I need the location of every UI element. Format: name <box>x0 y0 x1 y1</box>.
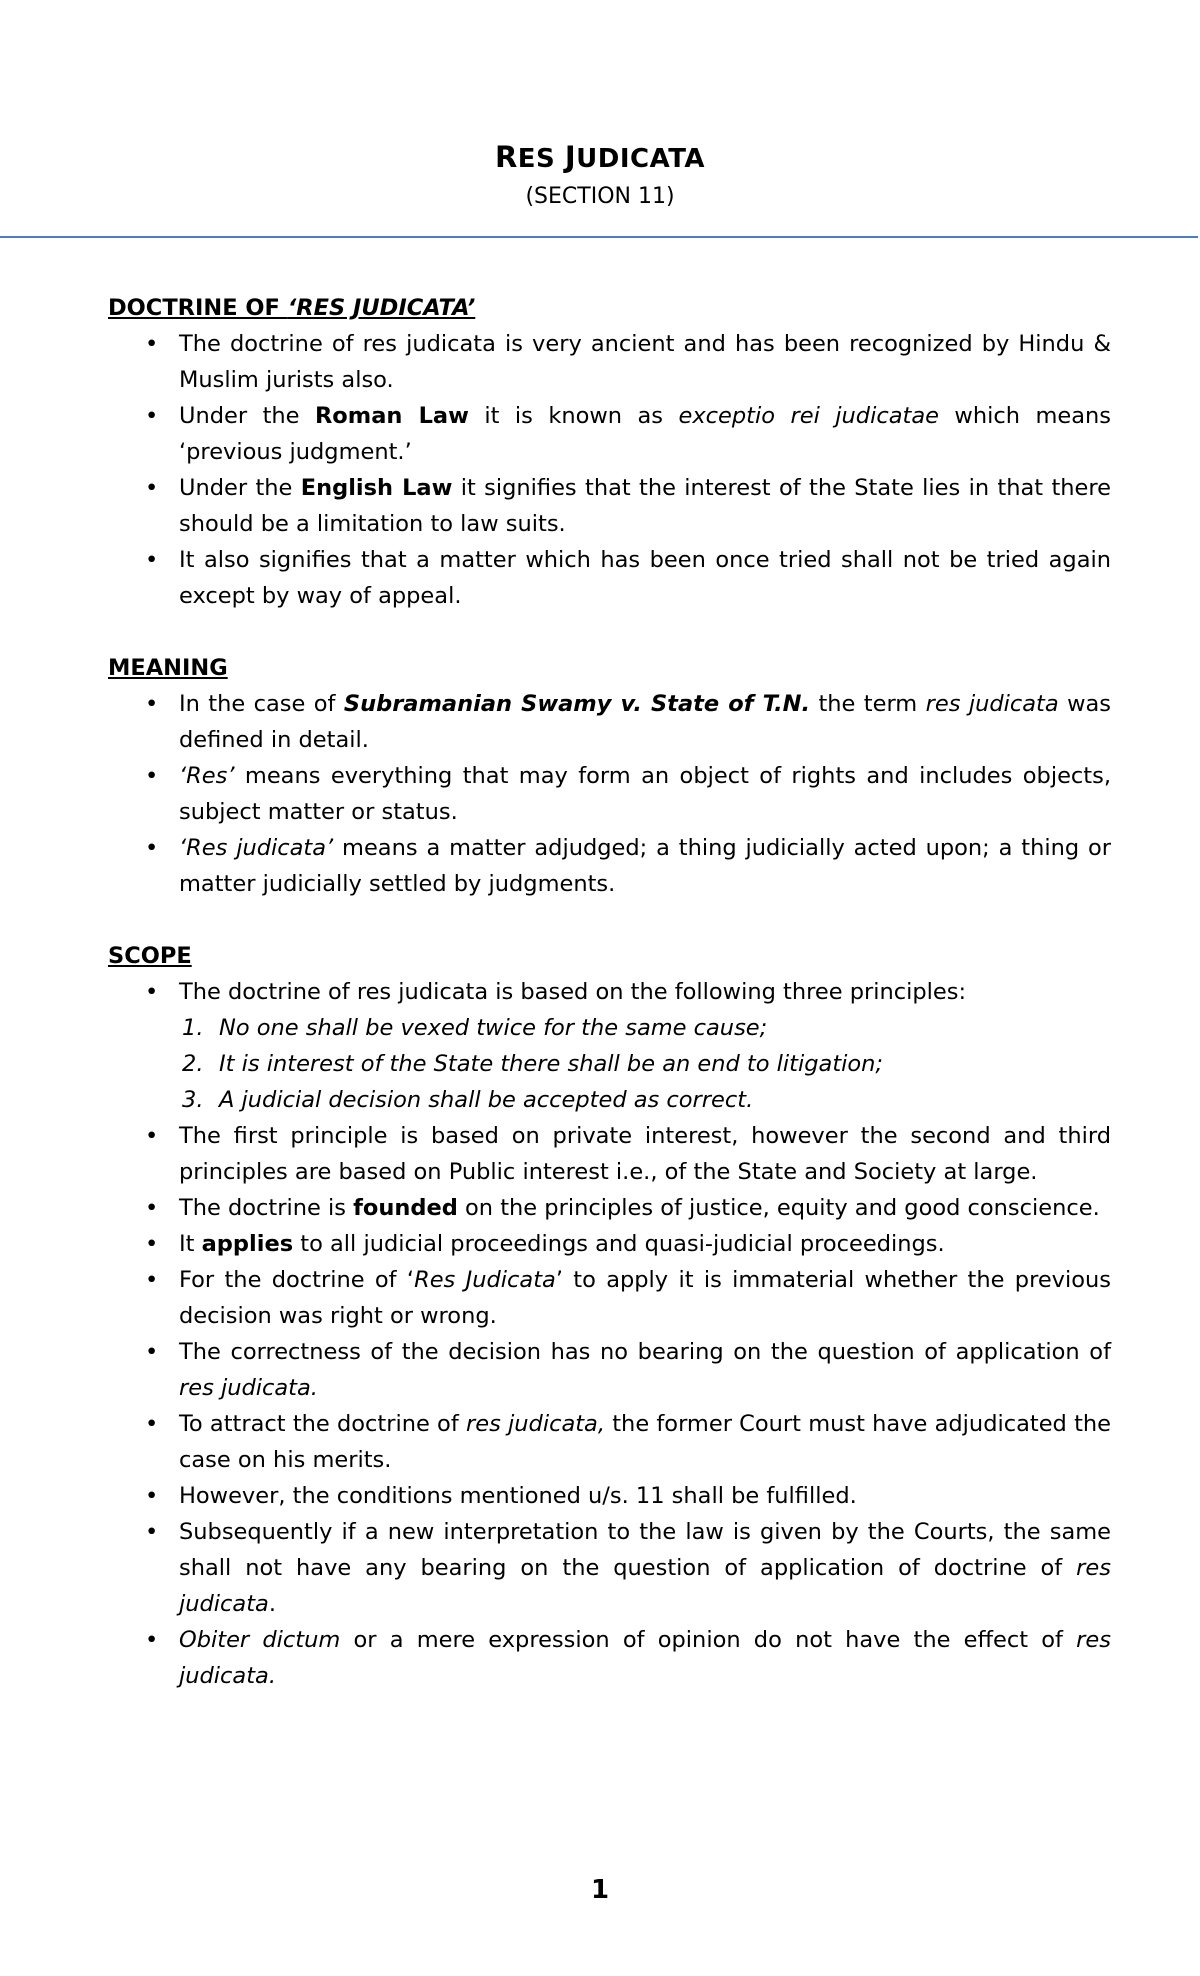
section-meaning <box>108 650 1111 902</box>
section-scope <box>108 938 1111 1694</box>
header-divider <box>0 236 1198 238</box>
bullet-icon: • <box>145 1483 159 1509</box>
bullet-icon: • <box>145 835 159 861</box>
bullet-list <box>108 326 1111 614</box>
section-heading: MEANING <box>108 655 228 681</box>
document-header <box>0 140 1200 209</box>
list-item: • The doctrine is founded on the principles of justice, equity and good conscience. <box>108 1190 1111 1226</box>
list-item: • The correctness of the decision has no bearing on the question of application of res judicata. <box>108 1334 1111 1406</box>
principle-item: 1. No one shall be vexed twice for the same cause; <box>182 1015 768 1041</box>
bullet-icon: • <box>145 1195 159 1221</box>
bullet-icon: • <box>145 1339 159 1365</box>
list-item: • It applies to all judicial proceedings and quasi-judicial proceedings. <box>108 1226 1111 1262</box>
list-item: • The doctrine of res judicata is very ancient and has been recognized by Hindu & Muslim jurists also. <box>108 326 1111 398</box>
list-item: • In the case of Subramanian Swamy v. State of T.N. the term res judicata was defined in detail. <box>108 686 1111 758</box>
list-item: • ‘Res judicata’ means a matter adjudged; a thing judicially acted upon; a thing or matter judicially settled by judgments. <box>108 830 1111 902</box>
bullet-list <box>108 686 1111 902</box>
bullet-icon: • <box>145 475 159 501</box>
section-heading: DOCTRINE OF ‘RES JUDICATA’ <box>108 295 476 321</box>
list-item: • Under the English Law it signifies that the interest of the State lies in that there should be a limitation to law suits. <box>108 470 1111 542</box>
list-item: • However, the conditions mentioned u/s. 11 shall be fulfilled. <box>108 1478 1111 1514</box>
principle-item: 2. It is interest of the State there shall be an end to litigation; <box>182 1051 884 1077</box>
principles-list <box>108 1010 1111 1118</box>
list-item: • For the doctrine of ‘Res Judicata’ to apply it is immaterial whether the previous decision was right or wrong. <box>108 1262 1111 1334</box>
bullet-icon: • <box>145 979 159 1005</box>
bullet-icon: • <box>145 691 159 717</box>
page-number: 1 <box>590 1875 610 1905</box>
bullet-icon: • <box>145 331 159 357</box>
principle-item: 3. A judicial decision shall be accepted as correct. <box>182 1087 754 1113</box>
list-item: • Subsequently if a new interpretation to the law is given by the Courts, the same shall not have any bearing on the question of application of doctrine of res judicata. <box>108 1514 1111 1622</box>
bullet-list <box>108 974 1111 1010</box>
document-body <box>108 290 1111 1730</box>
page-title: RES JUDICATA <box>494 140 706 174</box>
page-subtitle: (SECTION 11) <box>525 184 675 209</box>
bullet-icon: • <box>145 1411 159 1437</box>
section-doctrine <box>108 290 1111 614</box>
list-item: • Under the Roman Law it is known as exceptio rei judicatae which means ‘previous judgment.’ <box>108 398 1111 470</box>
bullet-list <box>108 1118 1111 1694</box>
list-item: • To attract the doctrine of res judicata, the former Court must have adjudicated the case on his merits. <box>108 1406 1111 1478</box>
list-item: • Obiter dictum or a mere expression of opinion do not have the effect of res judicata. <box>108 1622 1111 1694</box>
bullet-icon: • <box>145 763 159 789</box>
list-item: • ‘Res’ means everything that may form an object of rights and includes objects, subject matter or status. <box>108 758 1111 830</box>
bullet-icon: • <box>145 1123 159 1149</box>
list-item: • The first principle is based on private interest, however the second and third principles are based on Public interest i.e., of the State and Society at large. <box>108 1118 1111 1190</box>
bullet-icon: • <box>145 403 159 429</box>
bullet-icon: • <box>145 1519 159 1545</box>
section-heading: SCOPE <box>108 943 192 969</box>
bullet-icon: • <box>145 1231 159 1257</box>
list-item: • It also signifies that a matter which has been once tried shall not be tried again except by way of appeal. <box>108 542 1111 614</box>
bullet-icon: • <box>145 1267 159 1293</box>
bullet-icon: • <box>145 1627 159 1653</box>
bullet-icon: • <box>145 547 159 573</box>
list-item: • The doctrine of res judicata is based on the following three principles: <box>108 974 1111 1010</box>
